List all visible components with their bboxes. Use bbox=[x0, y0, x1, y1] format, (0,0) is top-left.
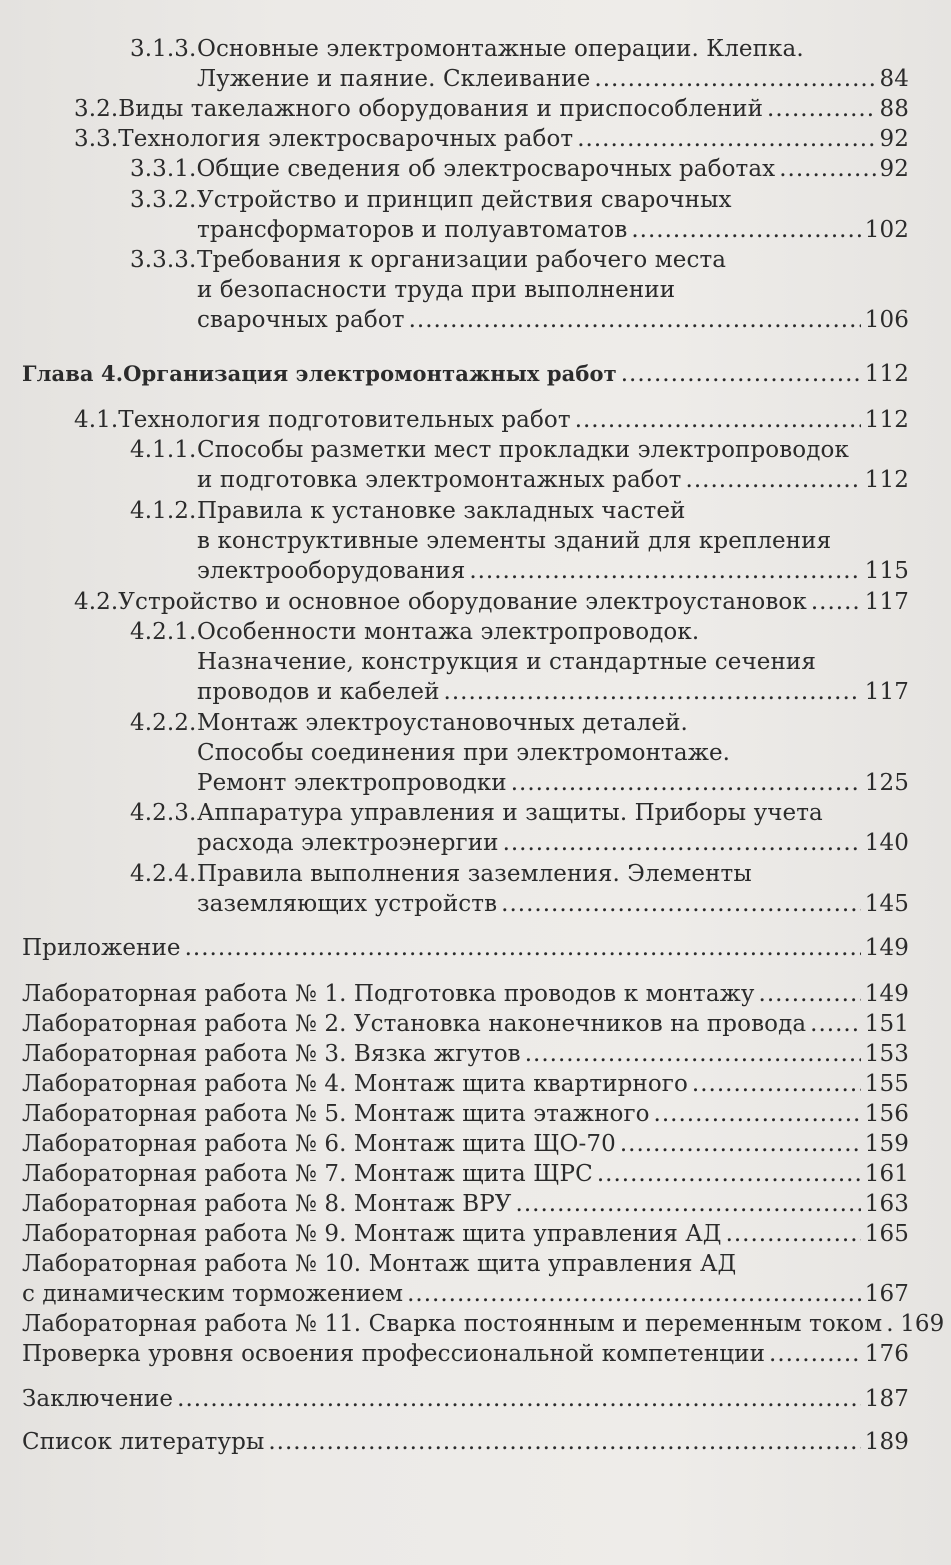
toc-entry bbox=[130, 617, 909, 707]
toc-entry bbox=[130, 708, 909, 798]
toc-entry-lab bbox=[22, 1189, 909, 1219]
dot-leader bbox=[811, 587, 861, 617]
dot-leader bbox=[407, 1279, 861, 1309]
dot-leader bbox=[525, 1039, 861, 1069]
dot-leader bbox=[769, 1339, 861, 1369]
entry-title: Общие сведения об электросварочных работах bbox=[196, 156, 776, 182]
entry-title: в конструктивные элементы зданий для крепления bbox=[197, 528, 832, 554]
entry-title: сварочных работ bbox=[197, 307, 405, 333]
entry-title: Способы разметки мест прокладки электропроводок bbox=[197, 437, 849, 463]
dot-leader bbox=[409, 305, 861, 335]
entry-number: 4.2.3. bbox=[130, 800, 197, 826]
entry-title: Лабораторная работа № 1. Подготовка проводов к монтажу bbox=[22, 981, 755, 1007]
dot-leader bbox=[692, 1069, 861, 1099]
entry-title: Лабораторная работа № 8. Монтаж ВРУ bbox=[22, 1191, 512, 1217]
entry-title: электрооборудования bbox=[197, 558, 466, 584]
entry-title: Технология электросварочных работ bbox=[118, 126, 574, 152]
page-number: 187 bbox=[864, 1386, 909, 1412]
dot-leader bbox=[779, 154, 875, 184]
dot-leader bbox=[511, 768, 861, 798]
page-number: 117 bbox=[864, 679, 909, 705]
entry-title: с динамическим торможением bbox=[22, 1281, 404, 1307]
toc-entry-appendix bbox=[22, 933, 909, 963]
entry-title: Технология подготовительных работ bbox=[118, 407, 571, 433]
entry-title: Лабораторная работа № 6. Монтаж щита ЩО-70 bbox=[22, 1131, 616, 1157]
dot-leader bbox=[577, 124, 875, 154]
dot-leader bbox=[575, 405, 861, 435]
entry-title: заземляющих устройств bbox=[197, 891, 498, 917]
page-number: 167 bbox=[864, 1281, 909, 1307]
page-number: 159 bbox=[864, 1131, 909, 1157]
toc-entry bbox=[74, 587, 909, 617]
entry-title: Монтаж электроустановочных деталей. bbox=[197, 710, 688, 736]
entry-title: проводов и кабелей bbox=[197, 679, 440, 705]
dot-leader bbox=[759, 979, 861, 1009]
entry-number: 3.2. bbox=[74, 96, 119, 122]
toc-entry-lab bbox=[22, 1159, 909, 1189]
toc-entry-lab bbox=[22, 1309, 945, 1339]
page-number: 112 bbox=[864, 467, 909, 493]
entry-title: Лабораторная работа № 4. Монтаж щита квартирного bbox=[22, 1071, 688, 1097]
entry-title: Лабораторная работа № 10. Монтаж щита управления АД bbox=[22, 1251, 737, 1277]
page-number: 161 bbox=[864, 1161, 909, 1187]
dot-leader bbox=[597, 1159, 861, 1189]
page-number: 169 bbox=[900, 1311, 945, 1337]
dot-leader bbox=[594, 64, 875, 94]
dot-leader bbox=[621, 359, 861, 389]
entry-title: Лабораторная работа № 3. Вязка жгутов bbox=[22, 1041, 521, 1067]
entry-title: Правила выполнения заземления. Элементы bbox=[197, 861, 752, 887]
toc-entry bbox=[74, 94, 909, 124]
dot-leader bbox=[469, 556, 860, 586]
entry-number: 3.3. bbox=[74, 126, 119, 152]
dot-leader bbox=[501, 889, 861, 919]
entry-number: 3.1.3. bbox=[130, 36, 197, 62]
dot-leader bbox=[503, 828, 861, 858]
toc-entry bbox=[130, 798, 909, 858]
toc-entry-lab bbox=[22, 979, 909, 1009]
dot-leader bbox=[726, 1219, 861, 1249]
entry-title: Правила к установке закладных частей bbox=[197, 498, 686, 524]
entry-title: Устройство и основное оборудование электроустановок bbox=[118, 589, 807, 615]
toc-entry-lab bbox=[22, 1219, 909, 1249]
dot-leader bbox=[268, 1427, 860, 1457]
toc-entry-lab bbox=[22, 1039, 909, 1069]
chapter-title: Организация электромонтажных работ bbox=[123, 361, 617, 386]
toc-entry bbox=[130, 435, 909, 495]
toc-entry bbox=[130, 859, 909, 919]
page-number: 149 bbox=[864, 981, 909, 1007]
entry-title: расхода электроэнергии bbox=[197, 830, 499, 856]
toc-chapter-entry bbox=[22, 359, 909, 389]
toc-entry-lab bbox=[22, 1099, 909, 1129]
dot-leader bbox=[444, 677, 861, 707]
page-number: 117 bbox=[864, 589, 909, 615]
dot-leader bbox=[185, 933, 861, 963]
page-number: 140 bbox=[864, 830, 909, 856]
entry-title: Лабораторная работа № 5. Монтаж щита этажного bbox=[22, 1101, 650, 1127]
dot-leader bbox=[177, 1384, 861, 1414]
toc-entry bbox=[130, 34, 909, 94]
dot-leader bbox=[686, 465, 861, 495]
page-number: 155 bbox=[864, 1071, 909, 1097]
dot-leader bbox=[886, 1309, 896, 1339]
page-number: 149 bbox=[864, 935, 909, 961]
entry-title: Лабораторная работа № 9. Монтаж щита управления АД bbox=[22, 1221, 722, 1247]
chapter-number: Глава 4. bbox=[22, 361, 124, 386]
page-number: 102 bbox=[864, 217, 909, 243]
dot-leader bbox=[516, 1189, 861, 1219]
page-number: 112 bbox=[864, 407, 909, 433]
page-number: 115 bbox=[864, 558, 909, 584]
entry-title: Требования к организации рабочего места bbox=[197, 247, 727, 273]
page-number: 176 bbox=[864, 1341, 909, 1367]
page-number: 84 bbox=[879, 66, 909, 92]
toc-entry-conclusion bbox=[22, 1384, 909, 1414]
page-number: 88 bbox=[879, 96, 909, 122]
entry-title: Приложение bbox=[22, 935, 181, 961]
entry-title: Список литературы bbox=[22, 1429, 265, 1455]
page-number: 92 bbox=[879, 126, 909, 152]
entry-title: Виды такелажного оборудования и приспособлений bbox=[118, 96, 764, 122]
toc-entry-bibliography bbox=[22, 1427, 909, 1457]
entry-title: трансформаторов и полуавтоматов bbox=[197, 217, 628, 243]
entry-title: Назначение, конструкция и стандартные сечения bbox=[197, 649, 816, 675]
page-number: 151 bbox=[864, 1011, 909, 1037]
entry-title: и подготовка электромонтажных работ bbox=[197, 467, 682, 493]
page-number: 112 bbox=[864, 361, 909, 387]
entry-title: Основные электромонтажные операции. Клепка. bbox=[197, 36, 804, 62]
toc-entry-lab bbox=[22, 1129, 909, 1159]
entry-title: Проверка уровня освоения профессиональной компетенции bbox=[22, 1341, 766, 1367]
entry-title: Заключение bbox=[22, 1386, 174, 1412]
toc-entry bbox=[22, 1339, 909, 1369]
page-number: 145 bbox=[864, 891, 909, 917]
entry-number: 4.2.2. bbox=[130, 710, 197, 736]
entry-title: Устройство и принцип действия сварочных bbox=[197, 187, 732, 213]
entry-title: Ремонт электропроводки bbox=[197, 770, 507, 796]
entry-number: 4.1.2. bbox=[130, 498, 197, 524]
dot-leader bbox=[654, 1099, 861, 1129]
dot-leader bbox=[767, 94, 876, 124]
toc-entry-lab bbox=[22, 1249, 909, 1309]
entry-number: 3.3.2. bbox=[130, 187, 197, 213]
entry-title: Лужение и паяние. Склеивание bbox=[197, 66, 591, 92]
toc-entry-lab bbox=[22, 1069, 909, 1099]
page-number: 125 bbox=[864, 770, 909, 796]
toc-entry-lab bbox=[22, 1009, 909, 1039]
page-number: 156 bbox=[864, 1101, 909, 1127]
entry-title: Особенности монтажа электропроводок. bbox=[197, 619, 700, 645]
entry-title: Лабораторная работа № 7. Монтаж щита ЩРС bbox=[22, 1161, 593, 1187]
entry-number: 3.3.3. bbox=[130, 247, 197, 273]
toc-entry bbox=[130, 496, 909, 586]
toc-entry bbox=[74, 124, 909, 154]
entry-number: 4.1.1. bbox=[130, 437, 197, 463]
entry-number: 3.3.1. bbox=[130, 156, 197, 182]
toc-entry bbox=[74, 405, 909, 435]
entry-title: и безопасности труда при выполнении bbox=[197, 277, 676, 303]
page-number: 189 bbox=[864, 1429, 909, 1455]
page-number: 106 bbox=[864, 307, 909, 333]
entry-title: Аппаратура управления и защиты. Приборы учета bbox=[197, 800, 823, 826]
page-number: 153 bbox=[864, 1041, 909, 1067]
entry-title: Лабораторная работа № 11. Сварка постоянным и переменным током bbox=[22, 1311, 883, 1337]
toc-entry bbox=[130, 185, 909, 245]
entry-title: Способы соединения при электромонтаже. bbox=[197, 740, 731, 766]
toc-entry bbox=[130, 245, 909, 335]
entry-number: 4.1. bbox=[74, 407, 119, 433]
entry-number: 4.2.1. bbox=[130, 619, 197, 645]
dot-leader bbox=[631, 215, 860, 245]
page-number: 165 bbox=[864, 1221, 909, 1247]
toc-entry bbox=[130, 154, 909, 184]
entry-number: 4.2. bbox=[74, 589, 119, 615]
entry-title: Лабораторная работа № 2. Установка наконечников на провода bbox=[22, 1011, 807, 1037]
dot-leader bbox=[620, 1129, 861, 1159]
page-number: 92 bbox=[879, 156, 909, 182]
dot-leader bbox=[810, 1009, 861, 1039]
entry-number: 4.2.4. bbox=[130, 861, 197, 887]
page-number: 163 bbox=[864, 1191, 909, 1217]
